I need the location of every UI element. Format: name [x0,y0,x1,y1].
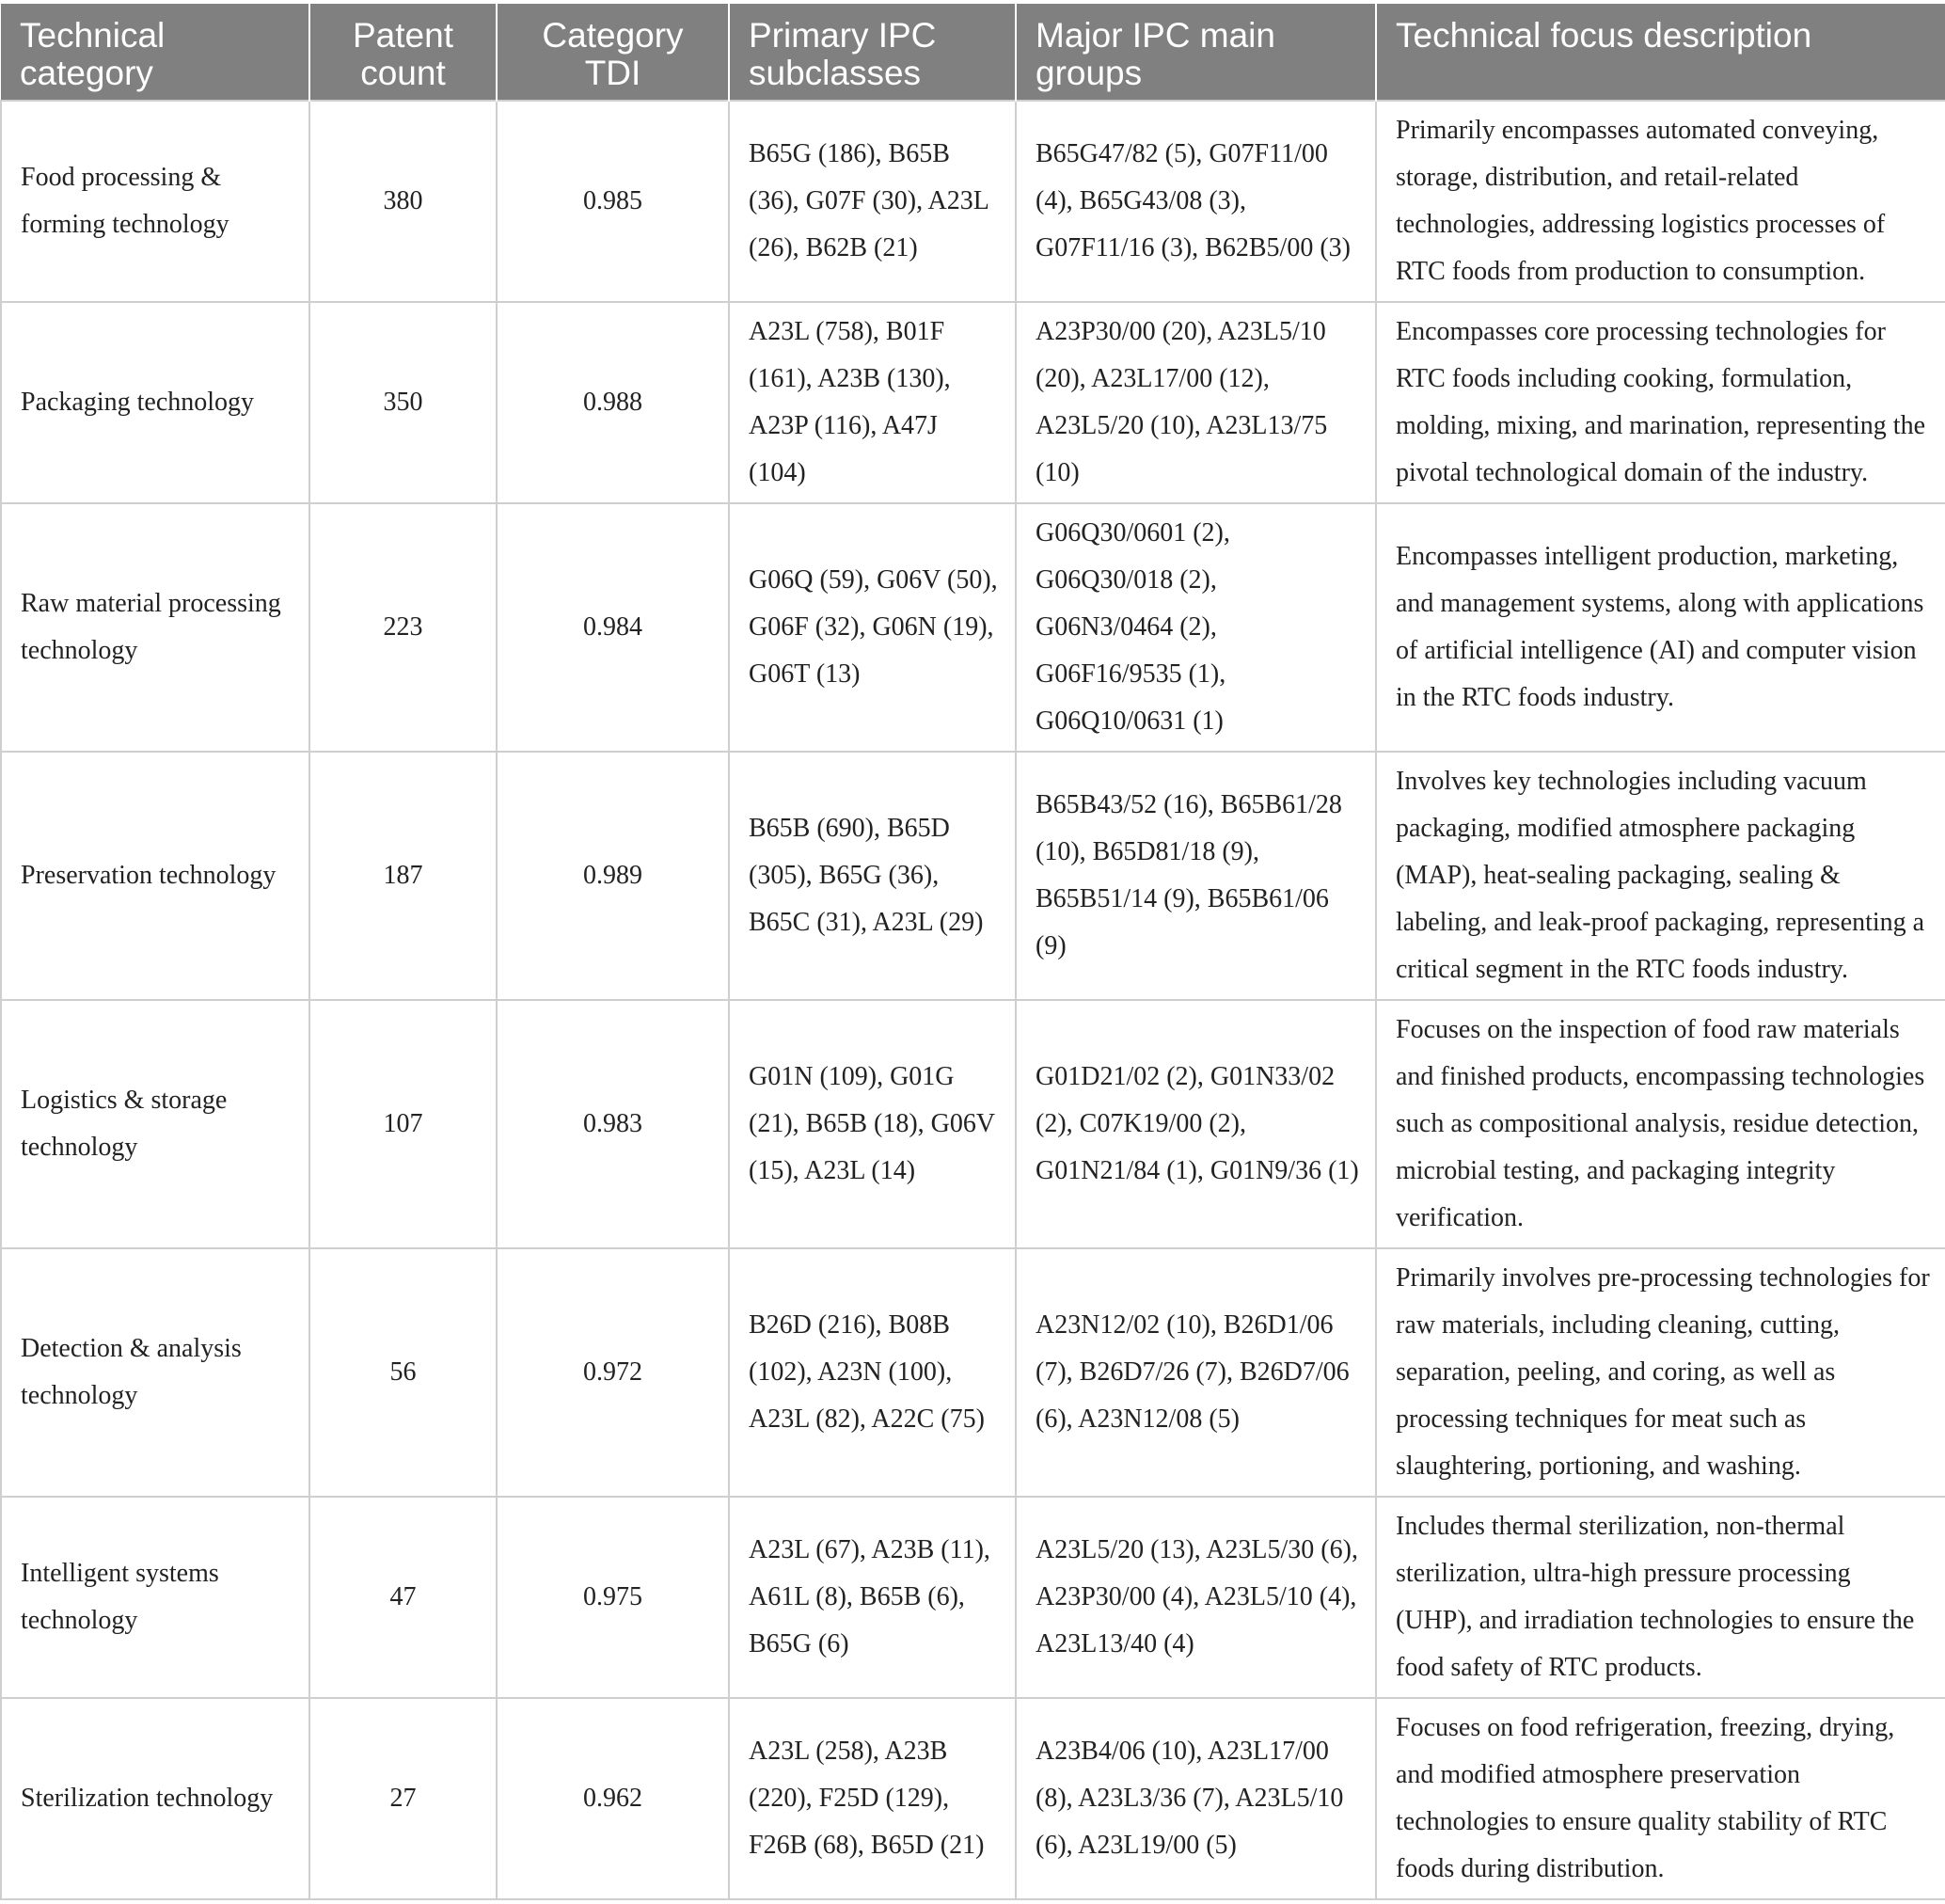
cell-patent-count: 350 [309,302,497,503]
cell-main-groups: B65B43/52 (16), B65B61/28 (10), B65D81/18 (9), B65B51/14 (9), B65B61/06 (9) [1016,752,1376,1000]
cell-subclasses: B26D (216), B08B (102), A23N (100), A23L (82), A22C (75) [729,1248,1016,1497]
cell-main-groups: A23B4/06 (10), A23L17/00 (8), A23L3/36 (7), A23L5/10 (6), A23L19/00 (5) [1016,1698,1376,1899]
cell-category: Intelligent systems technology [1,1497,309,1698]
cell-description: Focuses on the inspection of food raw materials and finished products, encompassing technologies such as compositional analysis, residue detection, microbial testing, and packaging integrity verification. [1376,1000,1945,1248]
cell-subclasses: B65B (690), B65D (305), B65G (36), B65C (31), A23L (29) [729,752,1016,1000]
cell-patent-count: 187 [309,752,497,1000]
cell-category: Detection & analysis technology [1,1248,309,1497]
cell-main-groups: G01D21/02 (2), G01N33/02 (2), C07K19/00 (2), G01N21/84 (1), G01N9/36 (1) [1016,1000,1376,1248]
cell-tdi: 0.962 [497,1698,729,1899]
cell-tdi: 0.975 [497,1497,729,1698]
table-row [1,101,1945,302]
cell-description: Focuses on food refrigeration, freezing, drying, and modified atmosphere preservation technologies to ensure quality stability of RTC foods during distribution. [1376,1698,1945,1899]
table-row [1,1497,1945,1698]
cell-description: Encompasses intelligent production, marketing, and management systems, along with applications of artificial intelligence (AI) and computer vision in the RTC foods industry. [1376,503,1945,752]
table-row [1,752,1945,1000]
cell-main-groups: A23L5/20 (13), A23L5/30 (6), A23P30/00 (4), A23L5/10 (4), A23L13/40 (4) [1016,1497,1376,1698]
cell-description: Involves key technologies including vacuum packaging, modified atmosphere packaging (MAP), heat-sealing packaging, sealing & labeling, and leak-proof packaging, representing a critical segment in the RTC foods industry. [1376,752,1945,1000]
table-row [1,1698,1945,1899]
cell-description: Primarily involves pre-processing technologies for raw materials, including cleaning, cutting, separation, peeling, and coring, as well as processing techniques for meat such as slaughtering, portioning, and washing. [1376,1248,1945,1497]
cell-subclasses: A23L (67), A23B (11), A61L (8), B65B (6), B65G (6) [729,1497,1016,1698]
header-patent-count: Patent count [309,4,497,101]
cell-tdi: 0.989 [497,752,729,1000]
cell-description: Encompasses core processing technologies for RTC foods including cooking, formulation, molding, mixing, and marination, representing the pivotal technological domain of the industry. [1376,302,1945,503]
cell-category: Preservation technology [1,752,309,1000]
cell-patent-count: 27 [309,1698,497,1899]
cell-tdi: 0.984 [497,503,729,752]
cell-main-groups: G06Q30/0601 (2), G06Q30/018 (2), G06N3/0464 (2), G06F16/9535 (1), G06Q10/0631 (1) [1016,503,1376,752]
cell-tdi: 0.972 [497,1248,729,1497]
cell-main-groups: B65G47/82 (5), G07F11/00 (4), B65G43/08 (3), G07F11/16 (3), B62B5/00 (3) [1016,101,1376,302]
cell-description: Includes thermal sterilization, non-thermal sterilization, ultra-high pressure processing (UHP), and irradiation technologies to ensure the food safety of RTC products. [1376,1497,1945,1698]
cell-subclasses: G06Q (59), G06V (50), G06F (32), G06N (19), G06T (13) [729,503,1016,752]
cell-main-groups: A23N12/02 (10), B26D1/06 (7), B26D7/26 (7), B26D7/06 (6), A23N12/08 (5) [1016,1248,1376,1497]
cell-tdi: 0.985 [497,101,729,302]
cell-category: Sterilization technology [1,1698,309,1899]
cell-patent-count: 56 [309,1248,497,1497]
cell-subclasses: A23L (258), A23B (220), F25D (129), F26B (68), B65D (21) [729,1698,1016,1899]
table-row [1,1248,1945,1497]
cell-category: Raw material processing technology [1,503,309,752]
cell-patent-count: 47 [309,1497,497,1698]
cell-category: Logistics & storage technology [1,1000,309,1248]
cell-patent-count: 107 [309,1000,497,1248]
cell-category: Food processing & forming technology [1,101,309,302]
table-row [1,302,1945,503]
cell-patent-count: 223 [309,503,497,752]
header-technical-focus-description: Technical focus description [1376,4,1945,101]
table-row [1,503,1945,752]
technical-category-table [0,4,1945,1900]
header-technical-category: Technical category [1,4,309,101]
header-primary-ipc-subclasses: Primary IPC subclasses [729,4,1016,101]
cell-description: Primarily encompasses automated conveying, storage, distribution, and retail-related technologies, addressing logistics processes of RTC foods from production to consumption. [1376,101,1945,302]
cell-subclasses: A23L (758), B01F (161), A23B (130), A23P (116), A47J (104) [729,302,1016,503]
header-category-tdi: Category TDI [497,4,729,101]
table-row [1,1000,1945,1248]
cell-patent-count: 380 [309,101,497,302]
header-major-ipc-main-groups: Major IPC main groups [1016,4,1376,101]
cell-subclasses: G01N (109), G01G (21), B65B (18), G06V (15), A23L (14) [729,1000,1016,1248]
cell-main-groups: A23P30/00 (20), A23L5/10 (20), A23L17/00 (12), A23L5/20 (10), A23L13/75 (10) [1016,302,1376,503]
cell-subclasses: B65G (186), B65B (36), G07F (30), A23L (26), B62B (21) [729,101,1016,302]
cell-tdi: 0.983 [497,1000,729,1248]
cell-tdi: 0.988 [497,302,729,503]
cell-category: Packaging technology [1,302,309,503]
header-row [1,4,1945,101]
